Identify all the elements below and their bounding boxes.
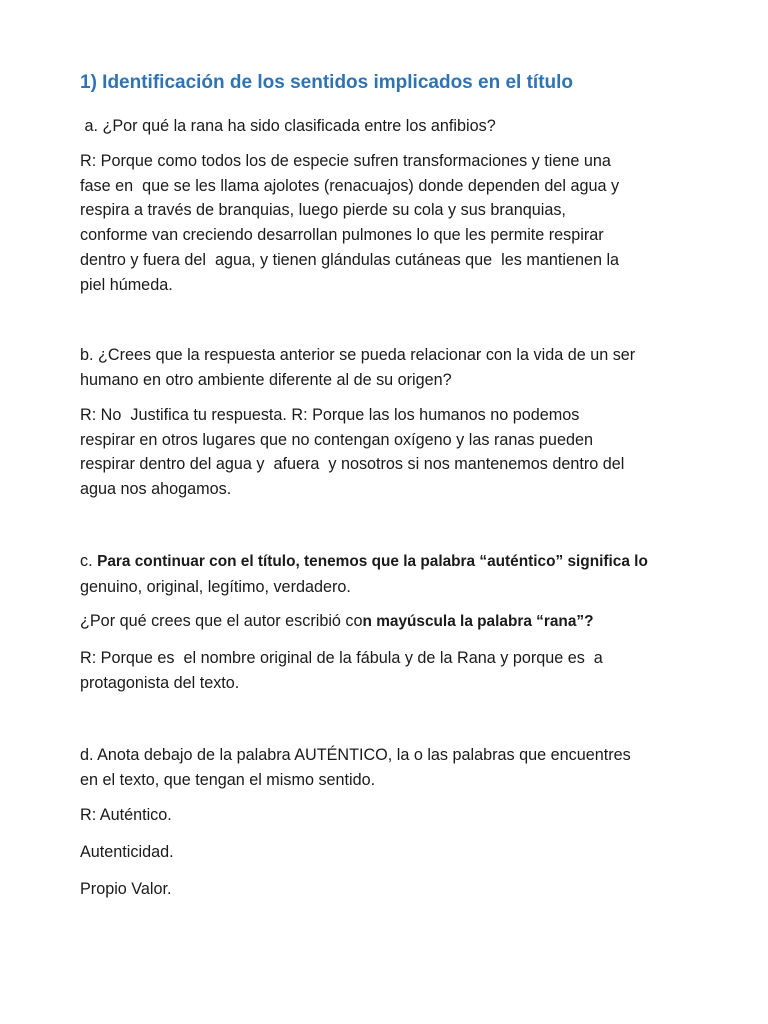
answer-d-text: Autenticidad. — [80, 843, 174, 861]
answer-a-line: piel húmeda. — [80, 275, 173, 294]
question-b — [80, 343, 700, 392]
question-a — [80, 114, 700, 139]
question-c2-prefix: ¿Por qué crees que el autor escribió co — [80, 612, 363, 630]
section-heading: 1) Identificación de los sentidos implicados en el título — [80, 72, 574, 93]
question-c — [80, 549, 700, 599]
answer-a — [80, 149, 700, 297]
question-b-line: humano en otro ambiente diferente al de su origen? — [80, 370, 452, 389]
question-c2-bold-text: n mayúscula la palabra “rana”? — [362, 613, 594, 630]
answer-b — [80, 403, 700, 502]
question-d-line: en el texto, que tengan el mismo sentido. — [80, 770, 376, 789]
question-c-line-2: genuino, original, legítimo, verdadero. — [80, 577, 351, 596]
answer-d-line-2 — [80, 840, 700, 865]
answer-b-line: respirar dentro del agua y afuera y nosotros si nos mantenemos dentro del — [80, 455, 625, 474]
question-c2-line — [80, 609, 700, 635]
question-c2 — [80, 609, 700, 635]
answer-a-line: R: Porque como todos los de especie sufren transformaciones y tiene una — [80, 152, 611, 170]
answer-c-line: R: Porque es el nombre original de la fábula y de la Rana y porque es a — [80, 649, 603, 667]
question-c-line-1 — [80, 549, 700, 575]
answer-b-line: R: No Justifica tu respuesta. R: Porque las los humanos no podemos — [80, 406, 580, 424]
question-d — [80, 743, 700, 792]
question-c-bold-text: Para continuar con el título, tenemos que la palabra “auténtico” significa lo — [97, 553, 648, 570]
question-b-line: b. ¿Crees que la respuesta anterior se pueda relacionar con la vida de un ser — [80, 346, 636, 364]
answer-c-line: protagonista del texto. — [80, 673, 240, 692]
answer-b-line: agua nos ahogamos. — [80, 480, 232, 499]
answer-d-text: Propio Valor. — [80, 880, 172, 898]
answer-d-text: R: Auténtico. — [80, 806, 172, 824]
answer-a-line: respira a través de branquias, luego pierde su cola y sus branquias, — [80, 201, 566, 220]
question-d-line: d. Anota debajo de la palabra AUTÉNTICO, la o las palabras que encuentres — [80, 746, 631, 764]
answer-b-line: respirar en otros lugares que no contengan oxígeno y las ranas pueden — [80, 430, 593, 449]
answer-a-line: conforme van creciendo desarrollan pulmones lo que les permite respirar — [80, 226, 604, 245]
answer-d-line-1 — [80, 803, 700, 828]
answer-a-line: fase en que se les llama ajolotes (renacuajos) donde dependen del agua y — [80, 176, 620, 195]
question-a-text: a. ¿Por qué la rana ha sido clasificada entre los anfibios? — [80, 117, 496, 135]
answer-c — [80, 646, 700, 695]
question-c-prefix: c. — [80, 552, 98, 570]
answer-a-line: dentro y fuera del agua, y tienen glándulas cutáneas que les mantienen la — [80, 250, 620, 269]
answer-d-line-3 — [80, 877, 700, 902]
